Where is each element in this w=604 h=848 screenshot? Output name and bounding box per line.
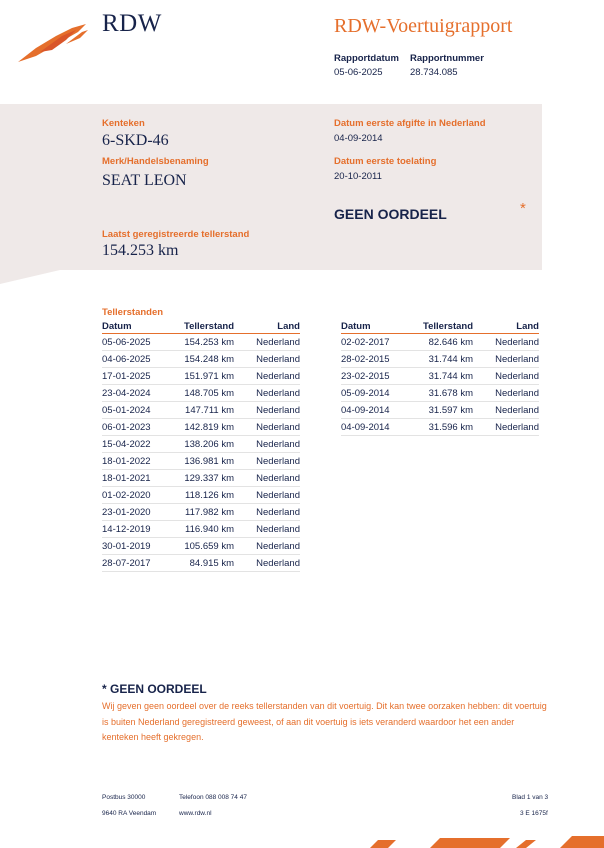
reading-country: Nederland <box>234 538 300 555</box>
table-row <box>102 351 300 368</box>
reading-date: 23-01-2020 <box>102 504 170 521</box>
reading-date: 04-09-2014 <box>341 402 409 419</box>
table-row <box>102 419 300 436</box>
first-admission-label: Datum eerste toelating <box>334 156 437 167</box>
reading-country: Nederland <box>234 402 300 419</box>
table-row <box>341 385 539 402</box>
report-title: RDW-Voertuigrapport <box>334 15 513 37</box>
table-row <box>102 521 300 538</box>
reading-country: Nederland <box>234 436 300 453</box>
reading-country: Nederland <box>473 419 539 436</box>
reading-country: Nederland <box>234 334 300 351</box>
reading-country: Nederland <box>473 385 539 402</box>
reading-country: Nederland <box>473 402 539 419</box>
report-date: 05-06-2025 <box>334 67 383 78</box>
table-row <box>341 334 539 351</box>
verdict-text: GEEN OORDEEL <box>334 206 447 222</box>
report-date-label: Rapportdatum <box>334 53 399 64</box>
reading-value: 129.337 km <box>170 470 234 487</box>
reading-value: 148.705 km <box>170 385 234 402</box>
reading-value: 154.248 km <box>170 351 234 368</box>
footer-website-link[interactable]: www.rdw.nl <box>179 810 212 817</box>
reading-value: 31.596 km <box>409 419 473 436</box>
reading-country: Nederland <box>234 521 300 538</box>
reading-value: 142.819 km <box>170 419 234 436</box>
reading-value: 31.744 km <box>409 368 473 385</box>
panel-tail-shape <box>0 270 604 284</box>
reading-date: 02-02-2017 <box>341 334 409 351</box>
reading-date: 05-09-2014 <box>341 385 409 402</box>
reading-country: Nederland <box>234 555 300 572</box>
table-row <box>102 368 300 385</box>
last-odometer-value: 154.253 km <box>102 242 179 259</box>
reading-country: Nederland <box>234 453 300 470</box>
table-row <box>102 453 300 470</box>
footer-phone: Telefoon 088 008 74 47 <box>179 794 247 801</box>
reading-country: Nederland <box>234 351 300 368</box>
make-label: Merk/Handelsbenaming <box>102 156 209 167</box>
reading-country: Nederland <box>234 504 300 521</box>
reading-date: 01-02-2020 <box>102 487 170 504</box>
table-row <box>341 351 539 368</box>
reading-country: Nederland <box>234 487 300 504</box>
table-row <box>102 334 300 351</box>
reading-country: Nederland <box>234 470 300 487</box>
footer-stripes-decoration <box>360 836 604 848</box>
col-reading-header: Tellerstand <box>170 321 234 334</box>
reading-value: 31.678 km <box>409 385 473 402</box>
reading-country: Nederland <box>234 368 300 385</box>
reading-date: 30-01-2019 <box>102 538 170 555</box>
readings-caption: Tellerstanden <box>102 307 164 318</box>
table-row <box>341 368 539 385</box>
reading-value: 117.982 km <box>170 504 234 521</box>
plate-label: Kenteken <box>102 118 145 129</box>
readings-body-right <box>341 334 539 436</box>
reading-country: Nederland <box>234 385 300 402</box>
reading-date: 04-06-2025 <box>102 351 170 368</box>
reading-date: 18-01-2021 <box>102 470 170 487</box>
table-row <box>102 504 300 521</box>
reading-date: 06-01-2023 <box>102 419 170 436</box>
table-row <box>102 436 300 453</box>
first-admission-value: 20-10-2011 <box>334 171 382 182</box>
reading-value: 147.711 km <box>170 402 234 419</box>
col-reading-header: Tellerstand <box>409 321 473 334</box>
footer-code: 3 E 1675f <box>520 810 548 817</box>
reading-value: 151.971 km <box>170 368 234 385</box>
reading-value: 118.126 km <box>170 487 234 504</box>
footer-postbus: Postbus 30000 <box>102 794 146 801</box>
footer-page-number: Blad 1 van 3 <box>512 794 549 801</box>
report-number-label: Rapportnummer <box>410 53 484 64</box>
reading-value: 84.915 km <box>170 555 234 572</box>
reading-value: 116.940 km <box>170 521 234 538</box>
report-number: 28.734.085 <box>410 67 458 78</box>
last-odometer-label: Laatst geregistreerde tellerstand <box>102 229 250 240</box>
table-header-row <box>341 321 539 334</box>
plate-value: 6-SKD-46 <box>102 132 169 149</box>
readings-table-right <box>341 321 539 436</box>
reading-value: 136.981 km <box>170 453 234 470</box>
reading-country: Nederland <box>473 351 539 368</box>
reading-country: Nederland <box>473 368 539 385</box>
reading-date: 23-02-2015 <box>341 368 409 385</box>
table-row <box>102 470 300 487</box>
reading-value: 138.206 km <box>170 436 234 453</box>
reading-date: 28-07-2017 <box>102 555 170 572</box>
reading-date: 05-01-2024 <box>102 402 170 419</box>
table-row <box>341 402 539 419</box>
table-row <box>102 487 300 504</box>
reading-date: 17-01-2025 <box>102 368 170 385</box>
rdw-logo-icon <box>16 22 92 66</box>
reading-country: Nederland <box>234 419 300 436</box>
reading-country: Nederland <box>473 334 539 351</box>
reading-date: 23-04-2024 <box>102 385 170 402</box>
col-date-header: Datum <box>341 321 409 334</box>
reading-date: 14-12-2019 <box>102 521 170 538</box>
table-row <box>102 538 300 555</box>
note-title: * GEEN OORDEEL <box>102 682 207 696</box>
footer-city: 9640 RA Veendam <box>102 810 157 817</box>
readings-body-left <box>102 334 300 572</box>
reading-date: 18-01-2022 <box>102 453 170 470</box>
table-header-row <box>102 321 300 334</box>
verdict-star: * <box>520 200 526 217</box>
reading-value: 82.646 km <box>409 334 473 351</box>
reading-date: 28-02-2015 <box>341 351 409 368</box>
table-row <box>341 419 539 436</box>
first-nl-label: Datum eerste afgifte in Nederland <box>334 118 486 129</box>
reading-value: 31.597 km <box>409 402 473 419</box>
reading-value: 105.659 km <box>170 538 234 555</box>
brand-name: RDW <box>102 10 162 37</box>
reading-date: 05-06-2025 <box>102 334 170 351</box>
reading-value: 154.253 km <box>170 334 234 351</box>
table-row <box>102 385 300 402</box>
table-row <box>102 555 300 572</box>
readings-table-left <box>102 321 300 572</box>
reading-date: 15-04-2022 <box>102 436 170 453</box>
make-value: SEAT LEON <box>102 172 187 189</box>
reading-value: 31.744 km <box>409 351 473 368</box>
reading-date: 04-09-2014 <box>341 419 409 436</box>
note-text: Wij geven geen oordeel over de reeks tellerstanden van dit voertuig. Dit kan twee oorzaken hebben: dit voertuig is buiten Nederland geregistreerd geweest, of aan dit voertuig is iets veranderd waardoor het een ander kenteken heeft gekregen. <box>102 701 547 742</box>
col-country-header: Land <box>234 321 300 334</box>
first-nl-value: 04-09-2014 <box>334 133 383 144</box>
table-row <box>102 402 300 419</box>
col-country-header: Land <box>473 321 539 334</box>
col-date-header: Datum <box>102 321 170 334</box>
